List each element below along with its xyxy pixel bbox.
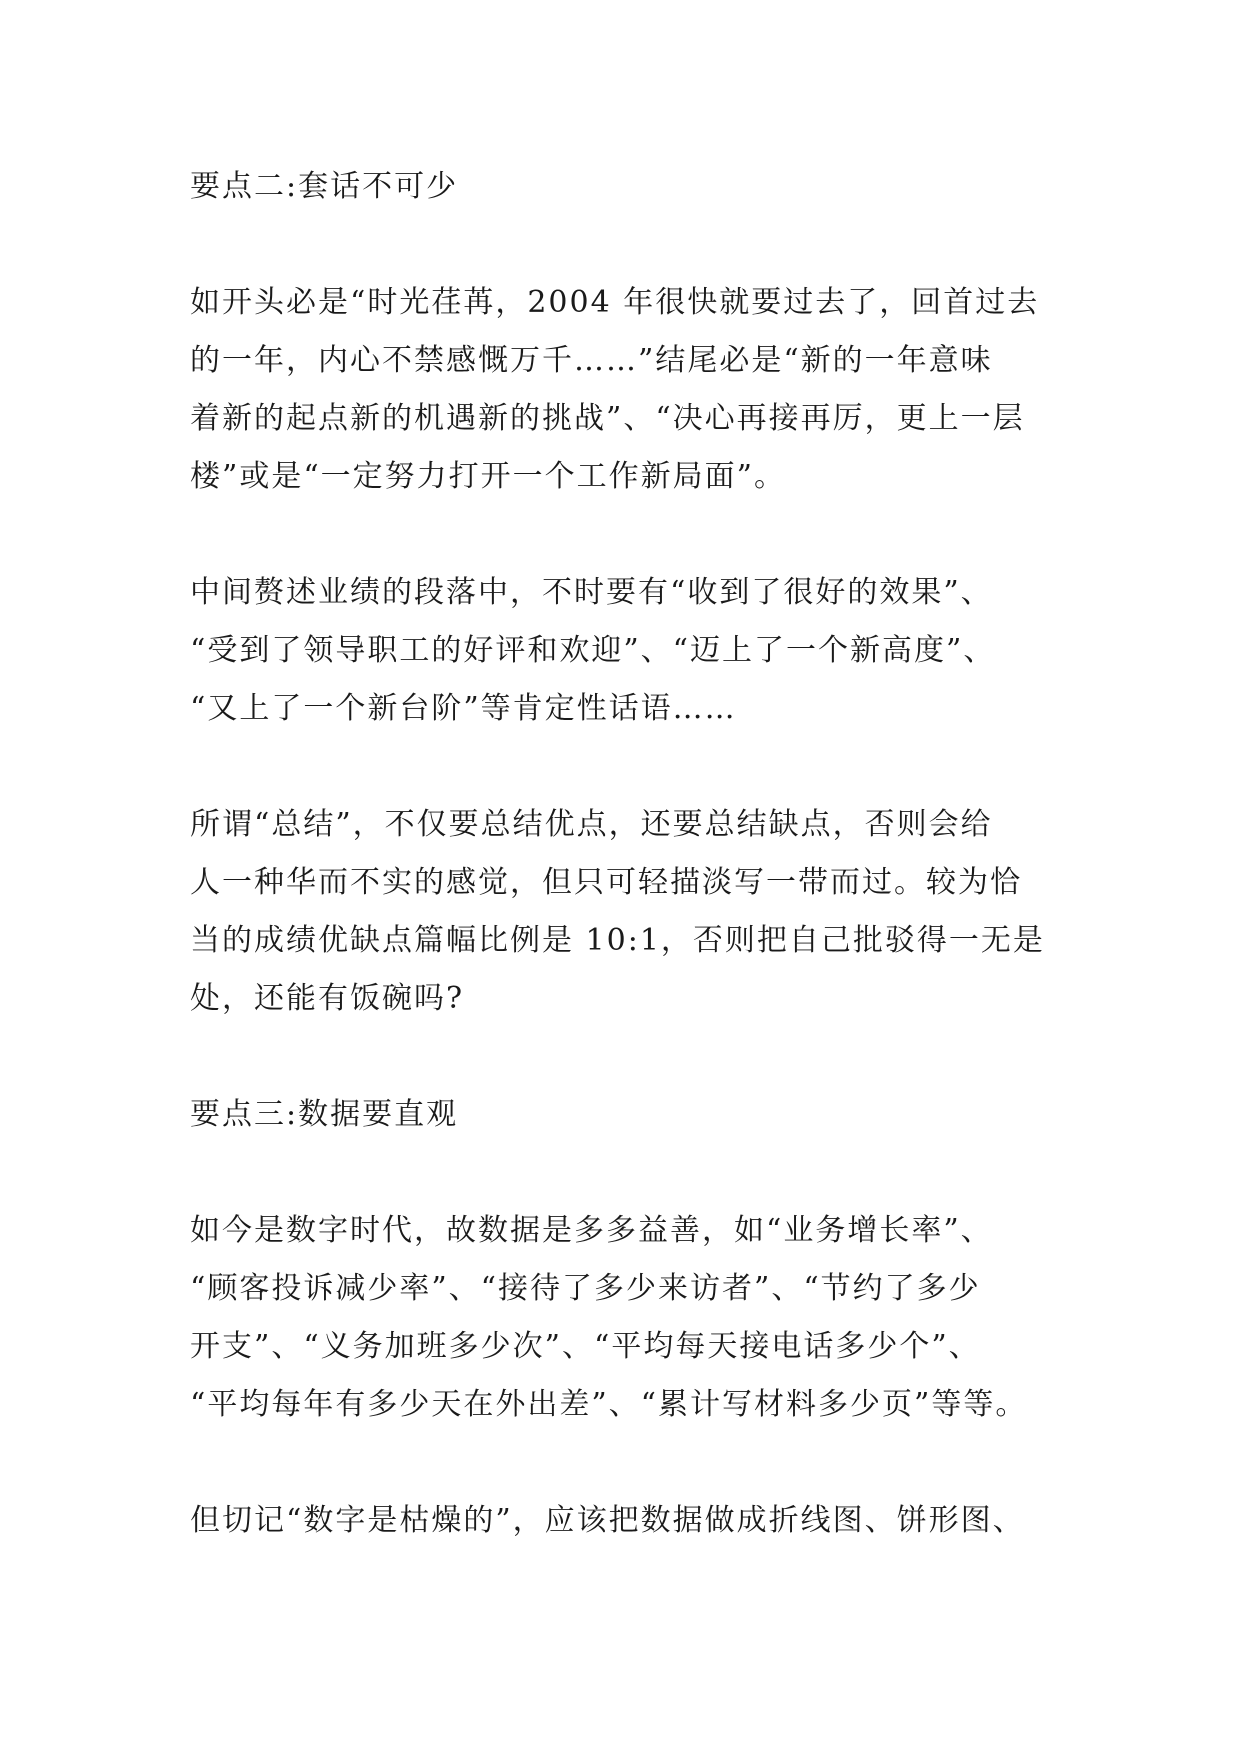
text-line: 但切记“数字是枯燥的”，应该把数据做成折线图、饼形图、	[190, 1503, 1025, 1538]
paragraph	[190, 1492, 1070, 1550]
paragraph-gap	[190, 1144, 1070, 1202]
text-line: 如开头必是“时光荏苒，2004 年很快就要过去了，回首过去	[190, 285, 1040, 320]
text-line: 的一年，内心不禁感慨万千……”结尾必是“新的一年意味	[190, 343, 993, 378]
paragraph-gap	[190, 1434, 1070, 1492]
document-body	[190, 158, 1070, 1550]
paragraph-gap	[190, 1028, 1070, 1086]
section-heading: 要点二:套话不可少	[190, 169, 459, 204]
section-heading: 要点三:数据要直观	[190, 1097, 459, 1132]
text-line: 当的成绩优缺点篇幅比例是 10:1，否则把自己批驳得一无是	[190, 923, 1045, 958]
paragraph-gap	[190, 506, 1070, 564]
text-line: “顾客投诉减少率”、“接待了多少来访者”、“节约了多少	[190, 1271, 981, 1306]
text-line: 所谓“总结”，不仅要总结优点，还要总结缺点，否则会给	[190, 807, 993, 842]
text-line: 楼”或是“一定努力打开一个工作新局面”。	[190, 459, 787, 494]
paragraph-gap	[190, 738, 1070, 796]
text-line: 人一种华而不实的感觉，但只可轻描淡写一带而过。较为恰	[190, 865, 1022, 900]
text-line: 处，还能有饭碗吗?	[190, 981, 465, 1016]
paragraph	[190, 274, 1070, 506]
text-line: “受到了领导职工的好评和欢迎”、“迈上了一个新高度”、	[190, 633, 996, 668]
text-line: “又上了一个新台阶”等肯定性话语……	[190, 691, 737, 726]
text-line: “平均每年有多少天在外出差”、“累计写材料多少页”等等。	[190, 1387, 1028, 1422]
text-line: 开支”、“义务加班多少次”、“平均每天接电话多少个”、	[190, 1329, 981, 1364]
paragraph-gap	[190, 216, 1070, 274]
paragraph	[190, 1202, 1070, 1434]
paragraph	[190, 796, 1070, 1028]
text-line: 着新的起点新的机遇新的挑战”、“决心再接再厉，更上一层	[190, 401, 1025, 436]
text-line: 如今是数字时代，故数据是多多益善，如“业务增长率”、	[190, 1213, 993, 1248]
paragraph	[190, 564, 1070, 738]
text-line: 中间赘述业绩的段落中，不时要有“收到了很好的效果”、	[190, 575, 993, 610]
